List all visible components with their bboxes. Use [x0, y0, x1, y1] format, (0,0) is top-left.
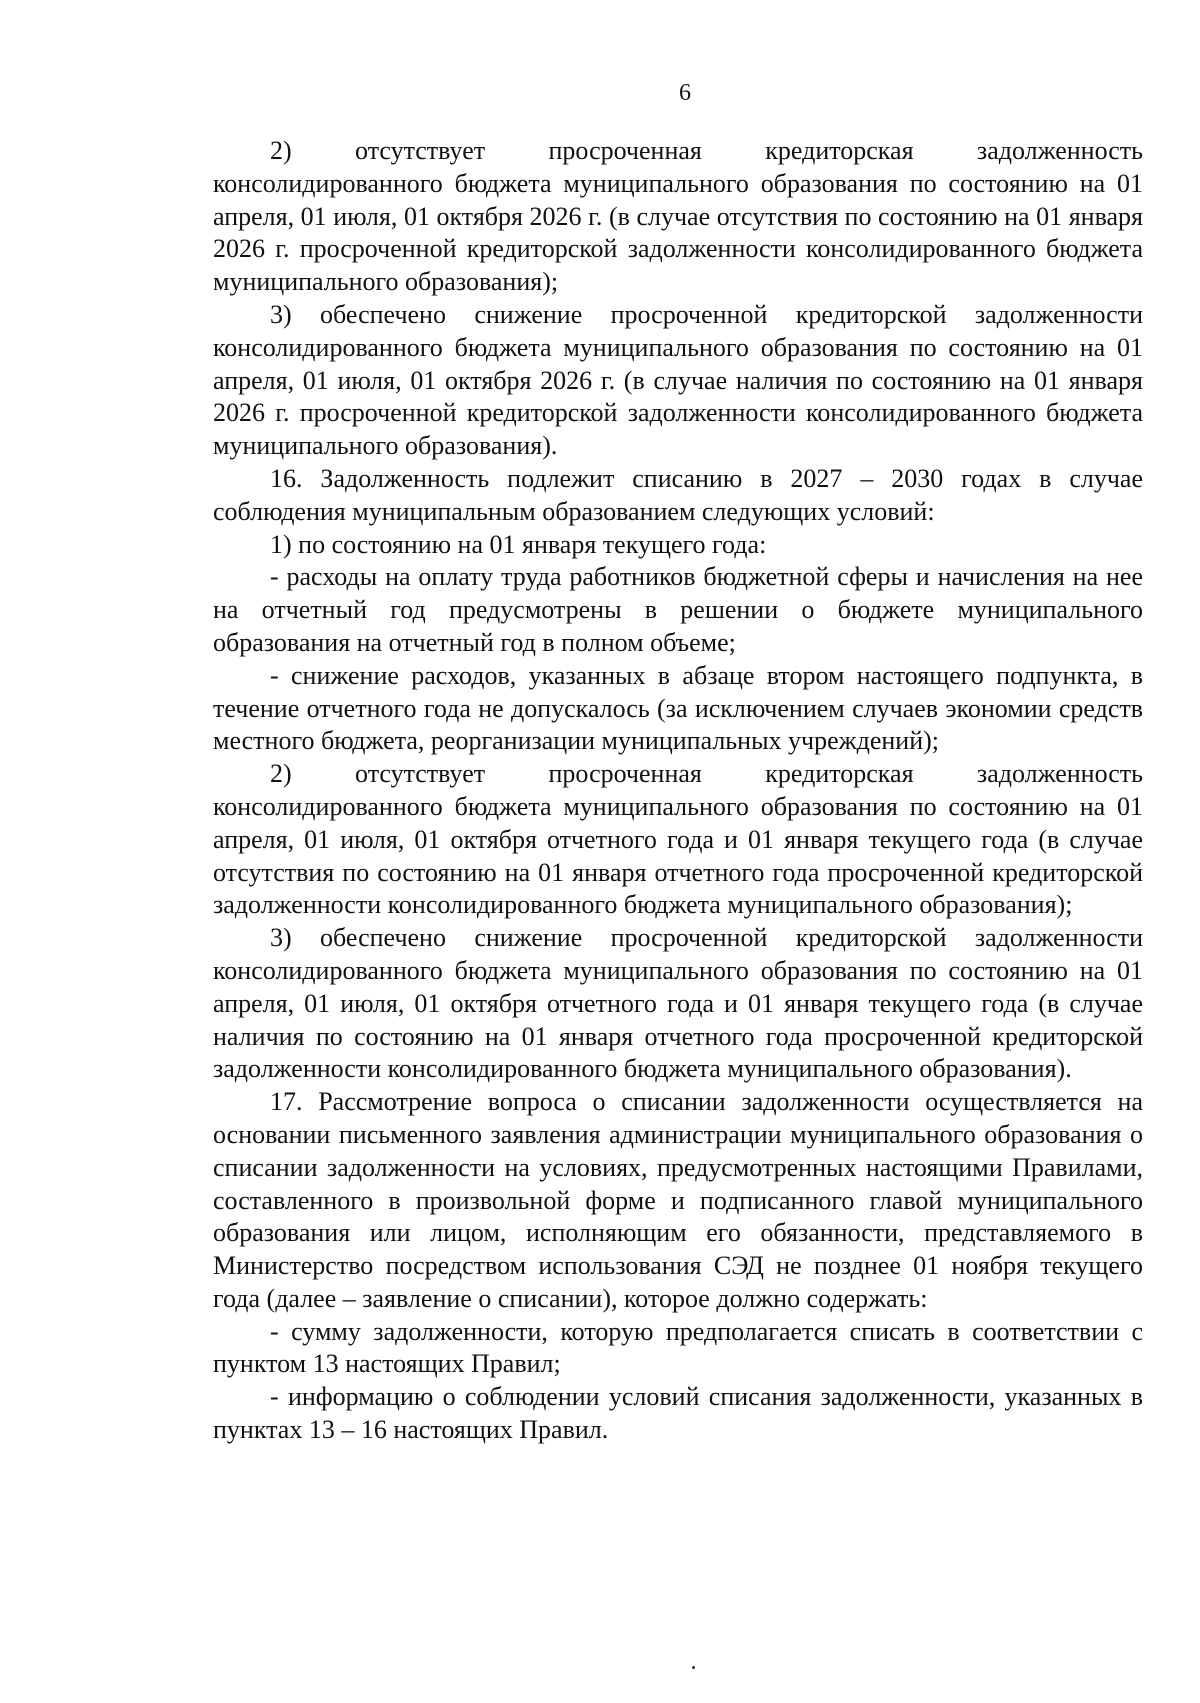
paragraph-17-dash-1: - сумму задолженности, которую предполагается списать в соответствии с пунктом 13 настоящих Правил; [213, 1316, 1143, 1379]
paragraph-17-intro: 17. Рассмотрение вопроса о списании задолженности осуществляется на основании письменного заявления администрации муниципального образования о списании задолженности на условиях, предусмотренных настоящими Правилами, составленного в произвольной форме и подписанного главой муниципального образования или лицом, исполняющим его обязанности, представляемого в Министерство посредством использования СЭД не позднее 01 ноября текущего года (далее – заявление о списании), которое должно содержать: [213, 1087, 1143, 1313]
paragraph-16-item-1-dash-2: - снижение расходов, указанных в абзаце втором настоящего подпункта, в течение отчетного года не допускалось (за исключением случаев экономии средств местного бюджета, реорганизации муниципальных учреждений); [213, 660, 1143, 756]
paragraph-16-item-1: 1) по состоянию на 01 января текущего года: [270, 529, 767, 559]
page-number: 6 [679, 80, 691, 106]
paragraph-16-item-1-dash-1: - расходы на оплату труда работников бюджетной сферы и начисления на нее на отчетный год предусмотрены в решении о бюджете муниципального образования на отчетный год в полном объеме; [213, 562, 1143, 657]
paragraph-15-item-3: 3) обеспечено снижение просроченной кредиторской задолженности консолидированного бюджета муниципального образования по состоянию на 01 апреля, 01 июля, 01 октября 2026 г. (в случае наличия по состоянию на 01 января 2026 г. просроченной кредиторской задолженности консолидированного бюджета муниципального образования). [213, 299, 1143, 461]
paragraph-16-item-2: 2) отсутствует просроченная кредиторская задолженность консолидированного бюджета муниципального образования по состоянию на 01 апреля, 01 июля, 01 октября отчетного года и 01 января текущего года (в случае отсутствия по состоянию на 01 января отчетного года просроченной кредиторской задолженности консолидированного бюджета муниципального образования); [213, 759, 1143, 920]
scan-dot-mark [692, 1666, 695, 1669]
paragraph-16-intro: 16. Задолженность подлежит списанию в 2027 – 2030 годах в случае соблюдения муниципальным образованием следующих условий: [213, 463, 1143, 526]
paragraph-16-item-3: 3) обеспечено снижение просроченной кредиторской задолженности консолидированного бюджета муниципального образования по состоянию на 01 апреля, 01 июля, 01 октября отчетного года и 01 января текущего года (в случае наличия по состоянию на 01 января отчетного года просроченной кредиторской задолженности консолидированного бюджета муниципального образования). [213, 923, 1143, 1084]
paragraph-15-item-2: 2) отсутствует просроченная кредиторская задолженность консолидированного бюджета муниципального образования по состоянию на 01 апреля, 01 июля, 01 октября 2026 г. (в случае отсутствия по состоянию на 01 января 2026 г. просроченной кредиторской задолженности консолидированного бюджета муниципального образования); [213, 136, 1143, 297]
document-body [213, 135, 1143, 1447]
paragraph-17-dash-2: - информацию о соблюдении условий списания задолженности, указанных в пунктах 13 – 16 настоящих Правил. [213, 1382, 1143, 1445]
